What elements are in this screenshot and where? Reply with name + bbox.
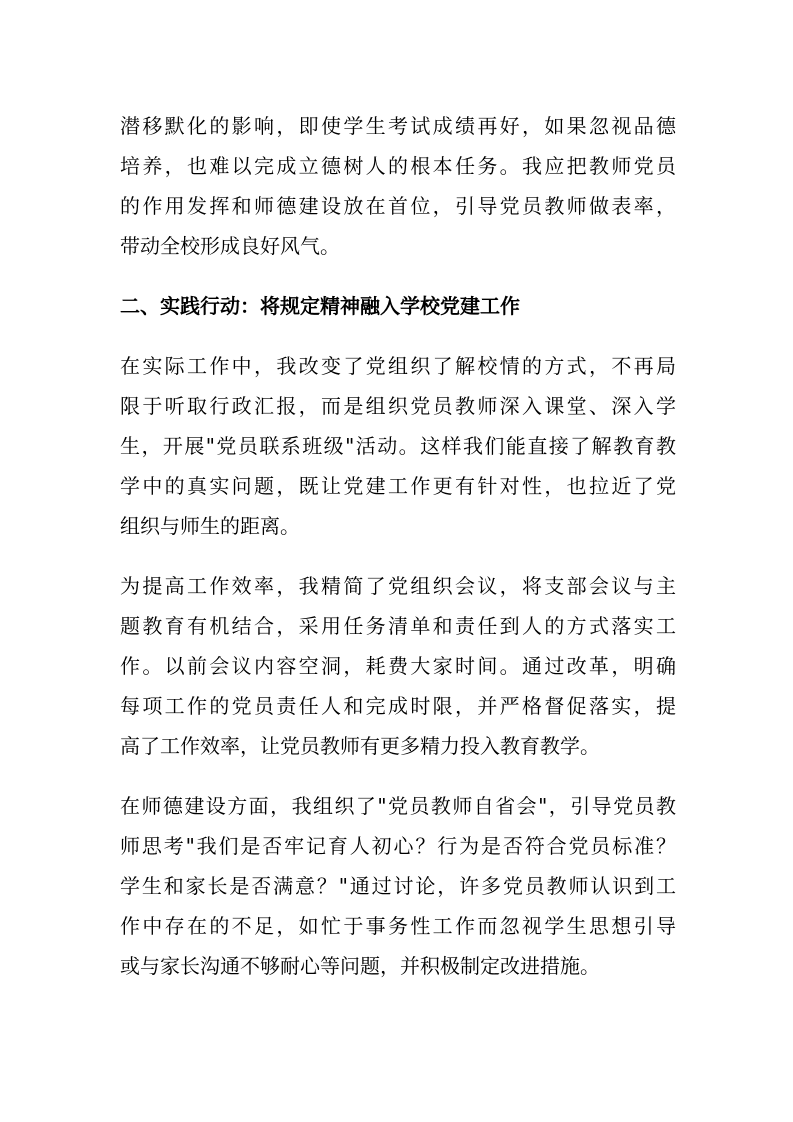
document-body: [120, 106, 676, 1006]
text-line: 每项工作的党员责任人和完成时限，并严格督促落实，提: [120, 694, 676, 718]
text-line: 题教育有机结合，采用任务清单和责任到人的方式落实工: [120, 614, 676, 638]
text-line: 的作用发挥和师德建设放在首位，引导党员教师做表率，: [120, 194, 676, 218]
text-line: 带动全校形成良好风气。: [120, 234, 340, 258]
text-line: 在师德建设方面，我组织了"党员教师自省会"，引导党员教: [120, 794, 676, 818]
paragraph-teacher-ethics: [120, 786, 676, 986]
text-line: 作中存在的不足，如忙于事务性工作而忽视学生思想引导: [120, 914, 676, 938]
paragraph-practice: [120, 346, 676, 546]
text-line: 作。以前会议内容空洞，耗费大家时间。通过改革，明确: [120, 654, 676, 678]
text-line: 培养，也难以完成立德树人的根本任务。我应把教师党员: [120, 154, 676, 178]
text-line: 学中的真实问题，既让党建工作更有针对性，也拉近了党: [120, 474, 676, 498]
text-line: 限于听取行政汇报，而是组织党员教师深入课堂、深入学: [120, 394, 676, 418]
text-line: 师思考"我们是否牢记育人初心？行为是否符合党员标准？: [120, 834, 676, 858]
text-line: 生，开展"党员联系班级"活动。这样我们能直接了解教育教: [120, 434, 676, 458]
paragraph-moral-education: [120, 106, 676, 266]
text-line: 为提高工作效率，我精简了党组织会议，将支部会议与主: [120, 574, 676, 598]
section-heading: [120, 286, 676, 326]
text-line: 学生和家长是否满意？"通过讨论，许多党员教师认识到工: [120, 874, 676, 898]
text-line: 潜移默化的影响，即使学生考试成绩再好，如果忽视品德: [120, 114, 676, 138]
text-line: 组织与师生的距离。: [120, 514, 300, 538]
paragraph-efficiency: [120, 566, 676, 766]
text-line: 在实际工作中，我改变了党组织了解校情的方式，不再局: [120, 354, 676, 378]
heading-text: 二、实践行动：将规定精神融入学校党建工作: [120, 294, 520, 318]
text-line: 或与家长沟通不够耐心等问题，并积极制定改进措施。: [120, 954, 600, 978]
text-line: 高了工作效率，让党员教师有更多精力投入教育教学。: [120, 734, 600, 758]
